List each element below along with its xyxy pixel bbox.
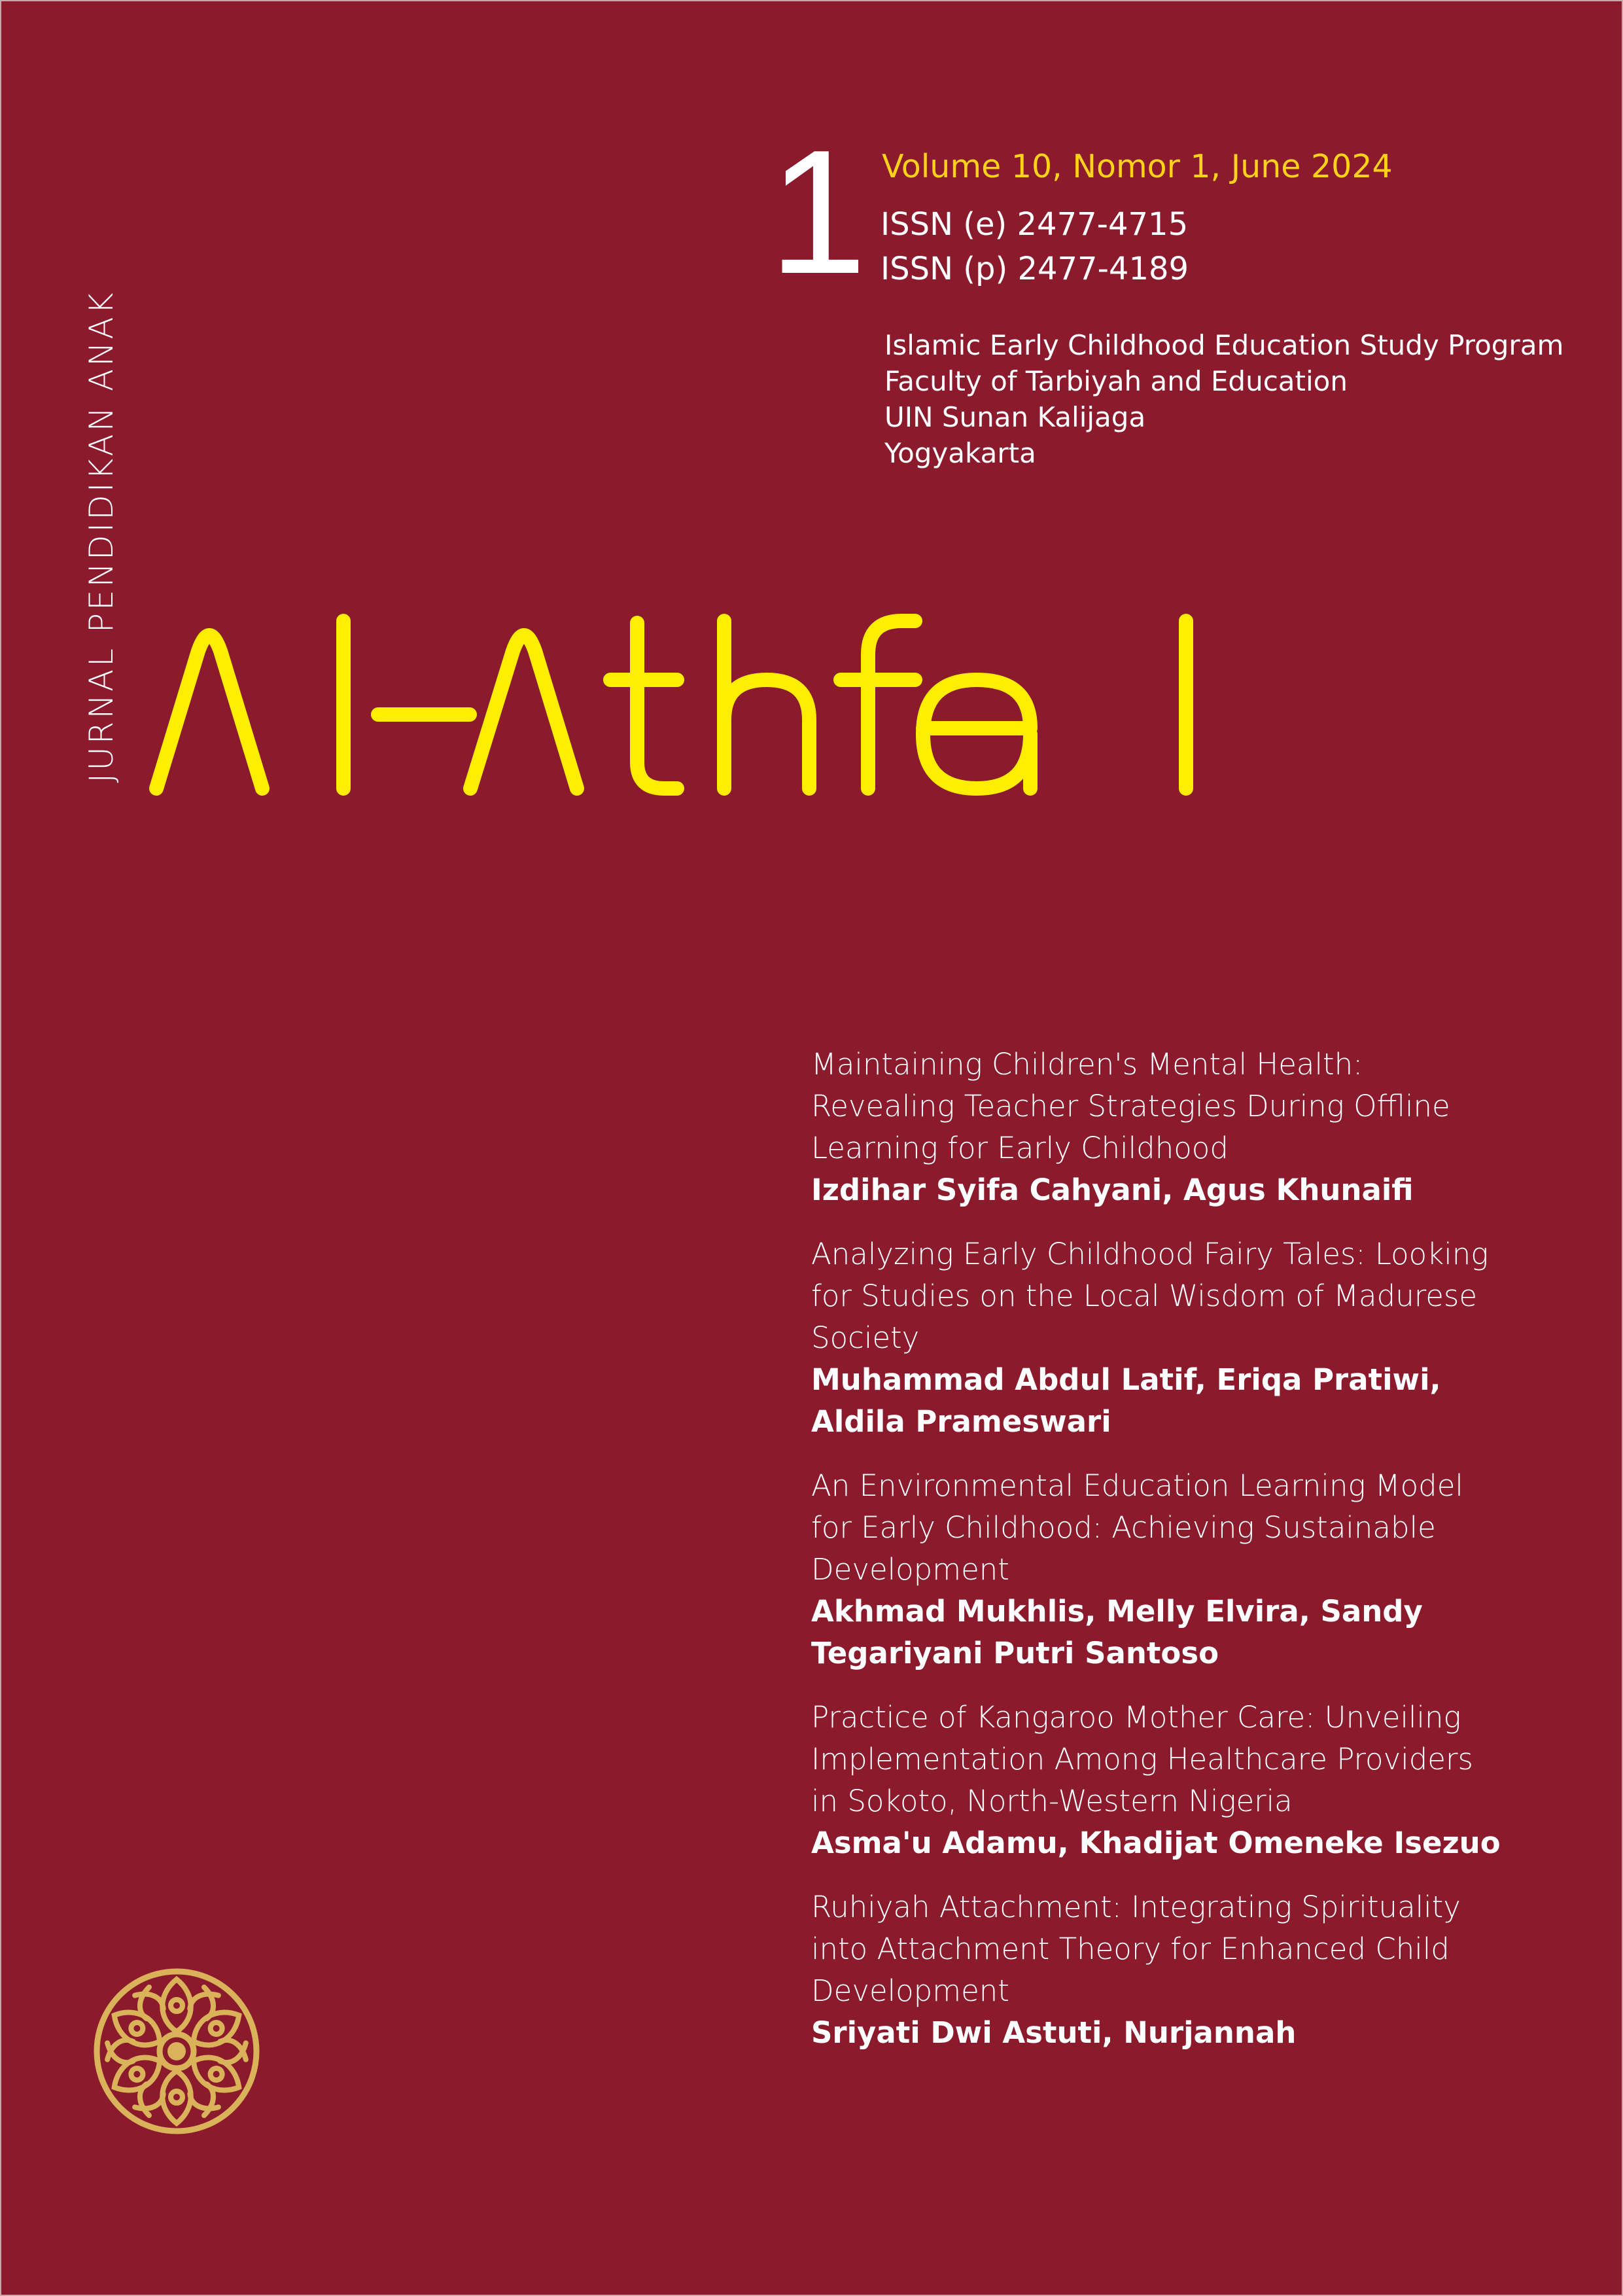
article-title-line: in Sokoto, North-Western Nigeria xyxy=(811,1784,1293,1818)
rosette-graphic xyxy=(85,1960,268,2143)
article-title xyxy=(811,1044,1563,1169)
series-title: JURNAL PENDIDIKAN ANAK xyxy=(82,290,120,783)
article-authors-line: Muhammad Abdul Latif, Eriqa Pratiwi, xyxy=(811,1362,1441,1397)
journal-masthead xyxy=(147,612,1207,798)
publisher-line: Islamic Early Childhood Education Study Program xyxy=(884,329,1564,361)
article-title-line: Society xyxy=(811,1320,920,1355)
article-authors xyxy=(811,1359,1563,1443)
article-title xyxy=(811,1465,1563,1591)
article-title xyxy=(811,1886,1563,2012)
publisher-block xyxy=(884,327,1563,471)
issn-print: ISSN (p) 2477-4189 xyxy=(881,251,1189,287)
article-authors xyxy=(811,1822,1563,1864)
article-authors-line: Asma'u Adamu, Khadijat Omeneke Isezuo xyxy=(811,1826,1501,1860)
article-title-line: for Studies on the Local Wisdom of Madurese xyxy=(811,1279,1478,1313)
publisher-line: UIN Sunan Kalijaga xyxy=(884,401,1146,433)
volume-line: Volume 10, Nomor 1, June 2024 xyxy=(882,148,1393,185)
floral-rosette-icon xyxy=(85,1960,268,2143)
article-authors-line: Aldila Prameswari xyxy=(811,1404,1111,1439)
article-entry xyxy=(811,1886,1563,2054)
article-entry xyxy=(811,1233,1563,1443)
article-authors xyxy=(811,1169,1563,1211)
article-authors xyxy=(811,2012,1563,2054)
issue-number: 1 xyxy=(769,114,867,311)
article-title-line: Maintaining Children's Mental Health: xyxy=(811,1047,1363,1082)
article-authors xyxy=(811,1591,1563,1674)
article-title-line: Learning for Early Childhood xyxy=(811,1131,1229,1165)
article-authors-line: Sriyati Dwi Astuti, Nurjannah xyxy=(811,2015,1297,2050)
article-title-line: Ruhiyah Attachment: Integrating Spirituality xyxy=(811,1890,1461,1924)
article-title-line: Development xyxy=(811,1552,1009,1587)
publisher-line: Faculty of Tarbiyah and Education xyxy=(884,365,1348,397)
article-title-line: Development xyxy=(811,1973,1009,2008)
article-title-line: into Attachment Theory for Enhanced Child xyxy=(811,1932,1450,1966)
article-title-line: Practice of Kangaroo Mother Care: Unveiling xyxy=(811,1700,1461,1735)
article-title-line: Revealing Teacher Strategies During Offline xyxy=(811,1089,1450,1123)
article-entry xyxy=(811,1465,1563,1674)
article-title-line: for Early Childhood: Achieving Sustainable xyxy=(811,1510,1436,1545)
table-of-contents xyxy=(811,1044,1563,2076)
article-title-line: Implementation Among Healthcare Providers xyxy=(811,1742,1473,1776)
masthead-logotype xyxy=(147,612,1207,798)
article-title-line: Analyzing Early Childhood Fairy Tales: Looking xyxy=(811,1237,1489,1271)
article-title xyxy=(811,1233,1563,1359)
article-title-line: An Environmental Education Learning Model xyxy=(811,1468,1463,1503)
article-entry xyxy=(811,1044,1563,1211)
article-entry xyxy=(811,1697,1563,1864)
article-authors-line: Akhmad Mukhlis, Melly Elvira, Sandy xyxy=(811,1594,1423,1629)
article-authors-line: Izdihar Syifa Cahyani, Agus Khunaifi xyxy=(811,1173,1414,1207)
article-authors-line: Tegariyani Putri Santoso xyxy=(811,1636,1219,1670)
article-title xyxy=(811,1697,1563,1822)
publisher-line: Yogyakarta xyxy=(884,437,1036,469)
issn-electronic: ISSN (e) 2477-4715 xyxy=(881,206,1189,243)
